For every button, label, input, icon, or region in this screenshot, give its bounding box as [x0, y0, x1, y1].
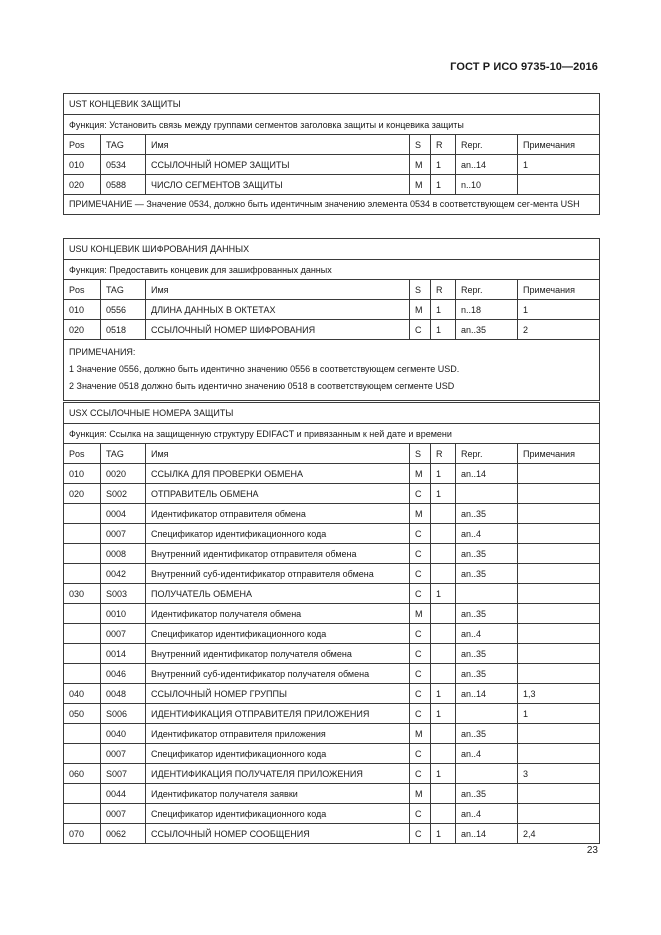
cell-notes — [518, 544, 600, 564]
cell-name: Идентификатор отправителя приложения — [146, 724, 410, 744]
cell-pos — [64, 784, 101, 804]
col-r: R — [431, 444, 456, 464]
cell-pos: 010 — [64, 155, 101, 175]
cell-s: C — [410, 320, 431, 340]
cell-r — [431, 604, 456, 624]
cell-r — [431, 544, 456, 564]
notes-heading: ПРИМЕЧАНИЯ: — [69, 347, 136, 357]
cell-r — [431, 624, 456, 644]
cell-tag: 0008 — [101, 544, 146, 564]
cell-name: ССЫЛОЧНЫЙ НОМЕР ЗАЩИТЫ — [146, 155, 410, 175]
col-repr: Repr. — [456, 444, 518, 464]
cell-notes — [518, 804, 600, 824]
cell-repr: an..4 — [456, 624, 518, 644]
table-row — [64, 644, 600, 664]
table-row — [64, 484, 600, 504]
cell-tag: 0014 — [101, 644, 146, 664]
table-row — [64, 704, 600, 724]
cell-name: Внутренний суб-идентификатор отправителя обмена — [146, 564, 410, 584]
cell-repr: an..35 — [456, 320, 518, 340]
cell-s: C — [410, 584, 431, 604]
cell-tag: 0004 — [101, 504, 146, 524]
cell-name: Внутренний идентификатор отправителя обмена — [146, 544, 410, 564]
cell-notes: 1 — [518, 704, 600, 724]
cell-r — [431, 524, 456, 544]
cell-s: M — [410, 155, 431, 175]
col-name: Имя — [146, 444, 410, 464]
cell-notes — [518, 464, 600, 484]
cell-notes — [518, 624, 600, 644]
cell-r — [431, 804, 456, 824]
cell-s: M — [410, 300, 431, 320]
cell-repr: an..4 — [456, 524, 518, 544]
table-row — [64, 784, 600, 804]
cell-repr: an..14 — [456, 155, 518, 175]
cell-pos: 010 — [64, 464, 101, 484]
cell-s: C — [410, 804, 431, 824]
ust-segment-table — [63, 93, 600, 215]
cell-r: 1 — [431, 464, 456, 484]
table-row — [64, 504, 600, 524]
cell-name: ССЫЛОЧНЫЙ НОМЕР СООБЩЕНИЯ — [146, 824, 410, 844]
cell-pos: 070 — [64, 824, 101, 844]
cell-pos — [64, 664, 101, 684]
cell-tag: 0007 — [101, 624, 146, 644]
cell-s: C — [410, 744, 431, 764]
cell-r — [431, 564, 456, 584]
cell-s: C — [410, 524, 431, 544]
cell-s: C — [410, 704, 431, 724]
cell-notes — [518, 564, 600, 584]
cell-notes — [518, 744, 600, 764]
cell-pos: 040 — [64, 684, 101, 704]
cell-r: 1 — [431, 764, 456, 784]
cell-pos: 060 — [64, 764, 101, 784]
segment-function: Функция: Установить связь между группами сегментов заголовка защиты и концевика защиты — [64, 115, 600, 135]
table-row — [64, 544, 600, 564]
cell-name: ОТПРАВИТЕЛЬ ОБМЕНА — [146, 484, 410, 504]
cell-tag: 0007 — [101, 744, 146, 764]
cell-r: 1 — [431, 300, 456, 320]
page-number: 23 — [586, 845, 598, 856]
segment-notes — [64, 340, 600, 401]
col-s: S — [410, 444, 431, 464]
cell-repr: an..14 — [456, 824, 518, 844]
cell-pos: 050 — [64, 704, 101, 724]
cell-tag: 0518 — [101, 320, 146, 340]
cell-name: Спецификатор идентификационного кода — [146, 524, 410, 544]
col-pos: Pos — [64, 280, 101, 300]
cell-s: M — [410, 784, 431, 804]
cell-name: ИДЕНТИФИКАЦИЯ ПОЛУЧАТЕЛЯ ПРИЛОЖЕНИЯ — [146, 764, 410, 784]
cell-name: Идентификатор получателя заявки — [146, 784, 410, 804]
cell-tag: 0534 — [101, 155, 146, 175]
col-name: Имя — [146, 135, 410, 155]
cell-pos — [64, 724, 101, 744]
cell-tag: 0020 — [101, 464, 146, 484]
cell-name: ССЫЛКА ДЛЯ ПРОВЕРКИ ОБМЕНА — [146, 464, 410, 484]
cell-notes — [518, 584, 600, 604]
cell-r: 1 — [431, 584, 456, 604]
cell-tag: 0044 — [101, 784, 146, 804]
cell-name: ДЛИНА ДАННЫХ В ОКТЕТАХ — [146, 300, 410, 320]
segment-title: USU КОНЦЕВИК ШИФРОВАНИЯ ДАННЫХ — [64, 239, 600, 260]
cell-pos — [64, 644, 101, 664]
cell-s: C — [410, 764, 431, 784]
cell-name: ЧИСЛО СЕГМЕНТОВ ЗАЩИТЫ — [146, 175, 410, 195]
col-repr: Repr. — [456, 135, 518, 155]
note-1: 1 Значение 0556, должно быть идентично значению 0556 в соответствующем сегменте USD. — [69, 364, 460, 374]
table-row — [64, 744, 600, 764]
col-notes: Примечания — [518, 280, 600, 300]
segment-title: USX ССЫЛОЧНЫЕ НОМЕРА ЗАЩИТЫ — [64, 403, 600, 424]
col-name: Имя — [146, 280, 410, 300]
cell-notes — [518, 504, 600, 524]
col-pos: Pos — [64, 135, 101, 155]
cell-pos — [64, 504, 101, 524]
cell-notes — [518, 175, 600, 195]
cell-name: Внутренний суб-идентификатор получателя обмена — [146, 664, 410, 684]
cell-r: 1 — [431, 484, 456, 504]
cell-r — [431, 664, 456, 684]
col-tag: TAG — [101, 135, 146, 155]
col-r: R — [431, 135, 456, 155]
cell-notes: 2,4 — [518, 824, 600, 844]
col-notes: Примечания — [518, 444, 600, 464]
cell-pos — [64, 744, 101, 764]
cell-repr: an..35 — [456, 564, 518, 584]
segment-note: ПРИМЕЧАНИЕ — Значение 0534, должно быть идентичным значению элемента 0534 в соответствующем сег-мента USH — [64, 195, 600, 215]
table-row — [64, 824, 600, 844]
cell-repr: n..10 — [456, 175, 518, 195]
cell-repr: an..35 — [456, 784, 518, 804]
cell-repr: an..14 — [456, 684, 518, 704]
table-row — [64, 724, 600, 744]
cell-s: C — [410, 544, 431, 564]
cell-tag: 0588 — [101, 175, 146, 195]
document-id: ГОСТ Р ИСО 9735-10—2016 — [450, 61, 598, 73]
cell-r: 1 — [431, 155, 456, 175]
cell-pos — [64, 604, 101, 624]
cell-s: M — [410, 724, 431, 744]
cell-notes — [518, 644, 600, 664]
cell-r — [431, 744, 456, 764]
table-row — [64, 804, 600, 824]
cell-repr: an..35 — [456, 504, 518, 524]
cell-tag: 0040 — [101, 724, 146, 744]
cell-repr: an..4 — [456, 744, 518, 764]
cell-name: ССЫЛОЧНЫЙ НОМЕР ГРУППЫ — [146, 684, 410, 704]
cell-notes: 1 — [518, 300, 600, 320]
col-r: R — [431, 280, 456, 300]
cell-notes — [518, 664, 600, 684]
table-row — [64, 300, 600, 320]
table-row — [64, 764, 600, 784]
cell-name: ПОЛУЧАТЕЛЬ ОБМЕНА — [146, 584, 410, 604]
cell-repr: n..18 — [456, 300, 518, 320]
cell-name: Внутренний идентификатор получателя обмена — [146, 644, 410, 664]
cell-s: M — [410, 464, 431, 484]
cell-notes: 1 — [518, 155, 600, 175]
col-tag: TAG — [101, 444, 146, 464]
cell-repr: an..35 — [456, 724, 518, 744]
cell-pos — [64, 624, 101, 644]
cell-notes — [518, 604, 600, 624]
cell-s: C — [410, 624, 431, 644]
table-row — [64, 464, 600, 484]
cell-r — [431, 644, 456, 664]
cell-repr — [456, 764, 518, 784]
usx-segment-table — [63, 402, 600, 844]
table-row — [64, 564, 600, 584]
cell-r: 1 — [431, 320, 456, 340]
cell-tag: S003 — [101, 584, 146, 604]
cell-repr: an..4 — [456, 804, 518, 824]
cell-pos — [64, 544, 101, 564]
cell-pos: 030 — [64, 584, 101, 604]
note-2: 2 Значение 0518 должно быть идентично значению 0518 в соответствующем сегменте USD — [69, 381, 455, 391]
cell-r: 1 — [431, 684, 456, 704]
column-header-row — [64, 135, 600, 155]
cell-tag: 0046 — [101, 664, 146, 684]
cell-tag: 0556 — [101, 300, 146, 320]
cell-s: C — [410, 484, 431, 504]
cell-name: ССЫЛОЧНЫЙ НОМЕР ШИФРОВАНИЯ — [146, 320, 410, 340]
cell-r: 1 — [431, 824, 456, 844]
cell-notes — [518, 484, 600, 504]
table-row — [64, 624, 600, 644]
cell-name: Спецификатор идентификационного кода — [146, 744, 410, 764]
cell-pos: 020 — [64, 484, 101, 504]
cell-tag: S002 — [101, 484, 146, 504]
table-row — [64, 320, 600, 340]
cell-repr: an..35 — [456, 604, 518, 624]
cell-s: C — [410, 684, 431, 704]
cell-pos: 020 — [64, 175, 101, 195]
col-notes: Примечания — [518, 135, 600, 155]
cell-repr — [456, 484, 518, 504]
cell-name: Идентификатор получателя обмена — [146, 604, 410, 624]
cell-tag: S007 — [101, 764, 146, 784]
col-tag: TAG — [101, 280, 146, 300]
segment-function: Функция: Предоставить концевик для зашифрованных данных — [64, 260, 600, 280]
cell-r — [431, 504, 456, 524]
cell-repr — [456, 704, 518, 724]
col-repr: Repr. — [456, 280, 518, 300]
table-row — [64, 584, 600, 604]
cell-tag: 0048 — [101, 684, 146, 704]
cell-r: 1 — [431, 175, 456, 195]
cell-name: Спецификатор идентификационного кода — [146, 804, 410, 824]
cell-name: ИДЕНТИФИКАЦИЯ ОТПРАВИТЕЛЯ ПРИЛОЖЕНИЯ — [146, 704, 410, 724]
column-header-row — [64, 280, 600, 300]
cell-tag: S006 — [101, 704, 146, 724]
cell-pos — [64, 564, 101, 584]
cell-repr: an..35 — [456, 664, 518, 684]
cell-notes — [518, 524, 600, 544]
table-row — [64, 684, 600, 704]
cell-notes — [518, 784, 600, 804]
cell-s: C — [410, 664, 431, 684]
col-s: S — [410, 280, 431, 300]
col-pos: Pos — [64, 444, 101, 464]
cell-tag: 0007 — [101, 524, 146, 544]
cell-name: Спецификатор идентификационного кода — [146, 624, 410, 644]
table-row — [64, 155, 600, 175]
segment-title: UST КОНЦЕВИК ЗАЩИТЫ — [64, 94, 600, 115]
cell-repr: an..35 — [456, 544, 518, 564]
cell-s: M — [410, 604, 431, 624]
usu-segment-table — [63, 238, 600, 401]
cell-s: C — [410, 824, 431, 844]
cell-tag: 0007 — [101, 804, 146, 824]
cell-r: 1 — [431, 704, 456, 724]
cell-r — [431, 784, 456, 804]
cell-r — [431, 724, 456, 744]
table-row — [64, 664, 600, 684]
cell-tag: 0042 — [101, 564, 146, 584]
table-row — [64, 604, 600, 624]
segment-function: Функция: Ссылка на защищенную структуру EDIFACT и привязанным к ней дате и времени — [64, 424, 600, 444]
cell-notes: 1,3 — [518, 684, 600, 704]
cell-notes: 2 — [518, 320, 600, 340]
cell-repr — [456, 584, 518, 604]
cell-name: Идентификатор отправителя обмена — [146, 504, 410, 524]
cell-pos — [64, 524, 101, 544]
table-row — [64, 175, 600, 195]
col-s: S — [410, 135, 431, 155]
cell-s: M — [410, 504, 431, 524]
cell-notes: 3 — [518, 764, 600, 784]
cell-pos: 010 — [64, 300, 101, 320]
cell-s: C — [410, 644, 431, 664]
table-row — [64, 524, 600, 544]
cell-tag: 0010 — [101, 604, 146, 624]
cell-pos: 020 — [64, 320, 101, 340]
cell-s: C — [410, 564, 431, 584]
cell-repr: an..14 — [456, 464, 518, 484]
cell-pos — [64, 804, 101, 824]
column-header-row — [64, 444, 600, 464]
cell-tag: 0062 — [101, 824, 146, 844]
cell-repr: an..35 — [456, 644, 518, 664]
cell-notes — [518, 724, 600, 744]
cell-s: M — [410, 175, 431, 195]
